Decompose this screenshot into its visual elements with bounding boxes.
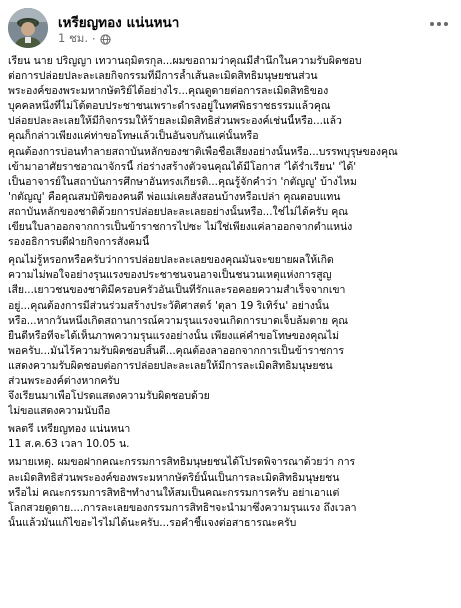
signature-name: พลตรี เหรียญทอง แน่นหนา (8, 423, 131, 436)
post-header (8, 4, 453, 48)
post-line: คุณต้องการบ่อนทำลายสถาบันหลักของชาติเพื่อชื่อเสียงอย่างนั้นหรือ...บรรพบุรุษของคุณ (8, 145, 398, 158)
post-line: เขียนใบลาออกจากการเป็นข้าราชการไปซะ ไม่ใช่เพียงแค่ลาออกจากตำแหน่ง (8, 221, 353, 234)
more-options-button[interactable] (425, 10, 453, 38)
post-line: ความไม่พอใจอย่างรุนแรงของประชาชนจนอาจเป็นชนวนเหตุแห่งการสูญ (8, 269, 332, 282)
avatar-photo-icon (8, 8, 48, 48)
post-line: พอครับ...มันไร้ความรับผิดชอบสิ้นดี...คุณต้องลาออกจากการเป็นข้าราชการ (8, 344, 344, 357)
post-line: คุณก็กล่าวเพียงแค่ท่าขอโทษแล้วเป็นอันจบกันแค่นั้นหรือ (8, 130, 259, 143)
post-line: ส่วนพระองค์ต่างหากครับ (8, 374, 120, 387)
post-line: แสดงความรับผิดชอบต่อการปล่อยปละละเลยให้มีการละเมิดสิทธิมนุษยชน (8, 359, 333, 372)
post-line: นั้นแล้วมันแก้ไขอะไรไม่ได้นะครับ...รอคำชี้แจงต่อสาธารณะครับ (8, 516, 297, 529)
signature-date: 11 ส.ค.63 เวลา 10.05 น. (8, 438, 130, 451)
avatar[interactable] (8, 8, 48, 48)
post-line: พระองค์ของพระมหากษัตริย์ได้อย่างไร...คุณดูดายต่อการละเมิดสิทธิของ (8, 85, 329, 98)
post-line: จึงเรียนมาเพื่อโปรดแสดงความรับผิดชอบด้วย (8, 390, 210, 403)
post-line: อยู่...คุณต้องการมีส่วนร่วมสร้างประวัติศาสตร์ 'ตุลา 19 ริเทิร์น' อย่างนั้น (8, 299, 330, 312)
globe-icon (100, 34, 111, 45)
post-line: โลกสวยดูดาย....การละเลยของกรรมการสิทธิฯจะนำมาซึ่งความรุนแรง ถึงเวลา (8, 501, 357, 514)
post-line: ปล่อยปละละเลยให้มีกิจกรรมให้ร้ายละเมิดสิทธิส่วนพระองค์เช่นนี้หรือ...แล้ว (8, 115, 342, 128)
more-horizontal-icon (429, 21, 449, 27)
post-line: เรียน นาย ปริญญา เทวานฤมิตรกุล...ผมขอถามว่าคุณมีสำนึกในความรับผิดชอบ (8, 55, 362, 67)
post-meta (58, 31, 111, 47)
author-name[interactable]: เหรียญทอง แน่นหนา (58, 15, 180, 31)
post-line: เป็นอาจารย์ในสถาบันการศึกษาอันทรงเกียรติ...คุณรู้จักคำว่า 'กตัญญู' บ้างไหม (8, 175, 357, 188)
post-time[interactable]: 1 ชม. (58, 31, 89, 45)
post-line: เสีย...เยาวชนของชาติมีครอบครัวอันเป็นที่รักและรอคอยความสำเร็จจากเขา (8, 284, 346, 297)
post-line: คุณไม่รู้หรอกหรือครับว่าการปล่อยปละละเลยของคุณมันจะขยายผลให้เกิด (8, 254, 334, 267)
post-line: ไม่ขอแสดงความนับถือ (8, 405, 111, 418)
post-line: หรือ...หากวันหนึ่งเกิดสถานการณ์ความรุนแรงจนเกิดการบาดเจ็บล้มตาย คุณ (8, 314, 348, 327)
post-line: หรือไม่ คณะกรรมการสิทธิฯทำงานให้สมเป็นคณะกรรมการครับ อย่าเอาแต่ (8, 486, 340, 499)
meta-separator: · (92, 32, 96, 46)
post-line: รองอธิการบดีฝ่ายกิจการสังคมนี้ (8, 236, 150, 249)
post-line: เข้ามาอาศัยราชอาณาจักรนี้ ก่อร่างสร้างตัวจนคุณได้มีโอกาส 'ได้ร่ำเรียน' 'ได้' (8, 160, 357, 173)
post-line: หมายเหตุ. ผมขอฝากคณะกรรมการสิทธิมนุษยชนได้โปรดพิจารณาด้วยว่า การ (8, 456, 356, 469)
post-line: บุคคลหนึ่งที่ไม่โต้ตอบประชาชนเพราะดำรงอยู่ในทศพิธราชธรรมแล้วคุณ (8, 100, 331, 113)
post-line: 'กตัญญู' คือคุณสมบัติของคนดี พ่อแม่เคยสั่งสอนบ้างหรือเปล่า คุณตอบแทน (8, 190, 341, 203)
post-line: ละเมิดสิทธิส่วนพระองค์ของพระมหากษัตริย์นั้นเป็นการละเมิดสิทธิมนุษยชน (8, 471, 340, 484)
post-line: สถาบันหลักของชาติด้วยการปล่อยปละละเลยอย่างนั้นหรือ...ใช่ไม่ได้ครับ คุณ (8, 205, 348, 218)
post-body (8, 54, 453, 531)
post-line: ยืนดีหรือที่จะได้เห็นภาพความรุนแรงอย่างนั้น เพียงแค่คำขอโทษของคุณไม่ (8, 329, 339, 342)
post-line: ต่อการปล่อยปละละเลยกิจกรรมที่มีการล้ำเส้นละเมิดสิทธิมนุษยชนส่วน (8, 70, 318, 83)
